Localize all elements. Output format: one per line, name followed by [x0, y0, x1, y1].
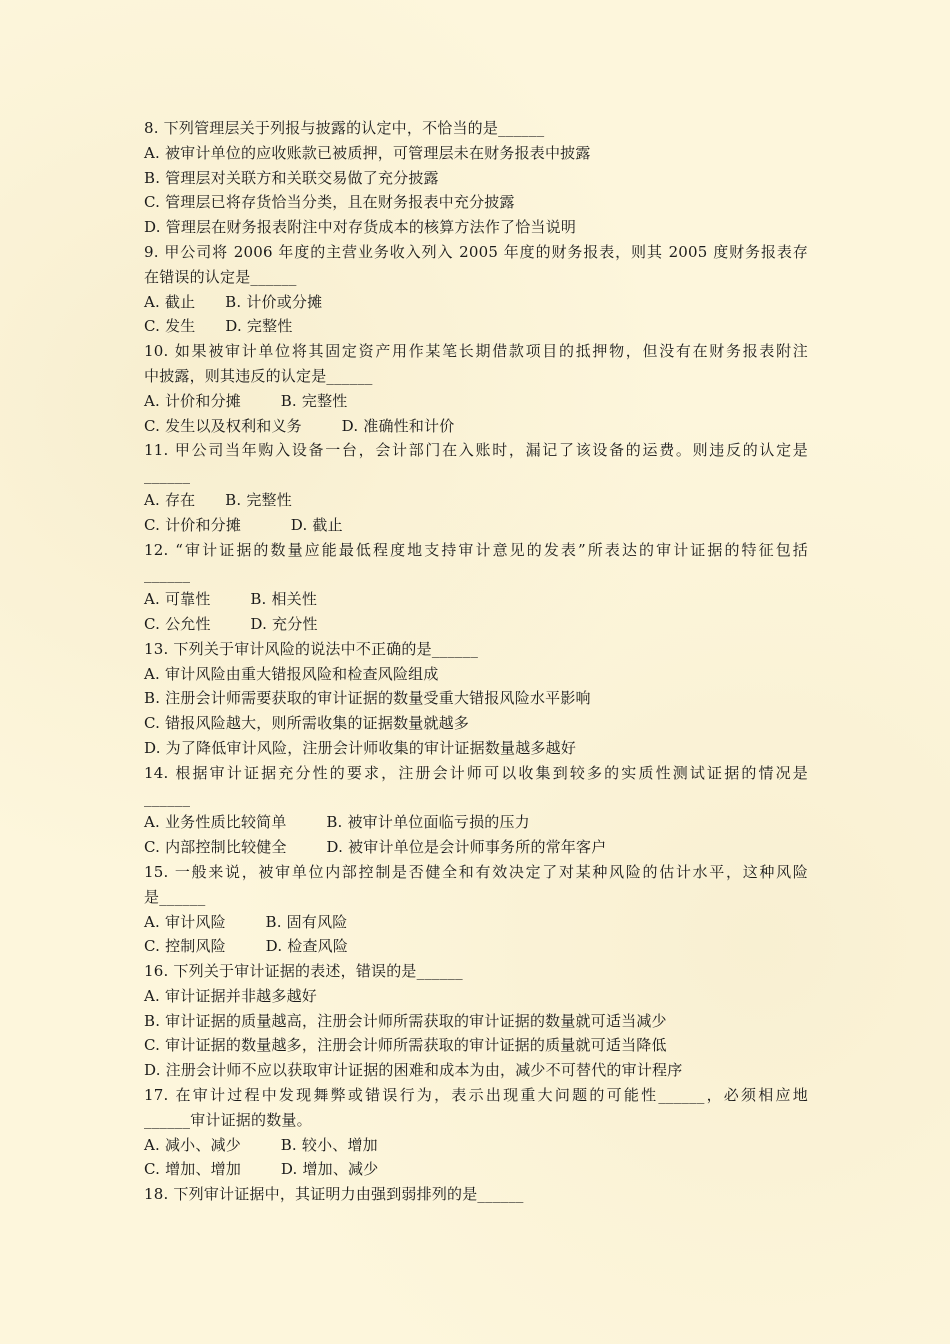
question-14-stem-line-2: ______ [144, 788, 191, 807]
question-8-option-a: A. 被审计单位的应收账款已被质押，可管理层未在财务报表中披露 [144, 143, 591, 162]
question-12-options-cd: C. 公允性 D. 充分性 [144, 614, 318, 633]
question-17-options-ab: A. 减小、减少 B. 较小、增加 [144, 1135, 378, 1154]
question-16-stem: 16. 下列关于审计证据的表述，错误的是______ [144, 962, 463, 981]
question-11-options-cd: C. 计价和分摊 D. 截止 [144, 515, 343, 534]
question-9-options-ab: A. 截止 B. 计价或分摊 [144, 292, 323, 311]
question-11-stem-line-2: ______ [144, 466, 191, 485]
question-10-options-cd: C. 发生以及权利和义务 D. 准确性和计价 [144, 416, 455, 435]
question-17-stem-line-2: ______审计证据的数量。 [144, 1110, 312, 1129]
question-12-stem-line-1: 12. “审计证据的数量应能最低程度地支持审计意见的发表”所表达的审计证据的特征包括 [144, 540, 808, 559]
question-14-stem-line-1: 14. 根据审计证据充分性的要求，注册会计师可以收集到较多的实质性测试证据的情况是 [144, 763, 808, 782]
document-page [144, 116, 808, 1207]
question-13-option-d: D. 为了降低审计风险，注册会计师收集的审计证据数量越多越好 [144, 738, 577, 757]
question-13-option-a: A. 审计风险由重大错报风险和检查风险组成 [144, 664, 439, 683]
question-17-stem-line-1: 17. 在审计过程中发现舞弊或错误行为，表示出现重大问题的可能性______，必须相应地 [144, 1086, 808, 1105]
question-15-options-ab: A. 审计风险 B. 固有风险 [144, 912, 348, 931]
question-8-option-b: B. 管理层对关联方和关联交易做了充分披露 [144, 168, 439, 187]
question-16-option-b: B. 审计证据的质量越高，注册会计师所需获取的审计证据的数量就可适当减少 [144, 1011, 667, 1030]
question-10-stem-line-2: 中披露，则其违反的认定是______ [144, 366, 373, 385]
question-14-options-ab: A. 业务性质比较简单 B. 被审计单位面临亏损的压力 [144, 813, 530, 832]
question-15-stem-line-2: 是______ [144, 887, 206, 906]
question-15-stem-line-1: 15. 一般来说，被审单位内部控制是否健全和有效决定了对某种风险的估计水平，这种风险 [144, 862, 808, 881]
question-10-stem-line-1: 10. 如果被审计单位将其固定资产用作某笔长期借款项目的抵押物，但没有在财务报表附注 [144, 342, 808, 361]
question-12-stem-line-2: ______ [144, 565, 191, 584]
question-9-stem-line-2: 在错误的认定是______ [144, 267, 297, 286]
question-17-options-cd: C. 增加、增加 D. 增加、减少 [144, 1160, 379, 1179]
question-16-option-a: A. 审计证据并非越多越好 [144, 986, 317, 1005]
question-11-options-ab: A. 存在 B. 完整性 [144, 490, 292, 509]
question-8-option-d: D. 管理层在财务报表附注中对存货成本的核算方法作了恰当说明 [144, 218, 577, 237]
question-16-option-d: D. 注册会计师不应以获取审计证据的困难和成本为由，减少不可替代的审计程序 [144, 1061, 683, 1080]
question-8-option-c: C. 管理层已将存货恰当分类，且在财务报表中充分披露 [144, 193, 515, 212]
question-14-options-cd: C. 内部控制比较健全 D. 被审计单位是会计师事务所的常年客户 [144, 838, 607, 857]
question-15-options-cd: C. 控制风险 D. 检查风险 [144, 937, 349, 956]
question-16-option-c: C. 审计证据的数量越多，注册会计师所需获取的审计证据的质量就可适当降低 [144, 1036, 667, 1055]
question-9-options-cd: C. 发生 D. 完整性 [144, 317, 293, 336]
question-9-stem-line-1: 9. 甲公司将 2006 年度的主营业务收入列入 2005 年度的财务报表，则其 2005 度财务报表存 [144, 242, 808, 261]
question-10-options-ab: A. 计价和分摊 B. 完整性 [144, 391, 348, 410]
question-8-stem: 8. 下列管理层关于列报与披露的认定中，不恰当的是______ [144, 119, 545, 137]
question-11-stem-line-1: 11. 甲公司当年购入设备一台，会计部门在入账时，漏记了该设备的运费。则违反的认定是 [144, 441, 808, 460]
question-18-stem: 18. 下列审计证据中，其证明力由强到弱排列的是______ [144, 1185, 524, 1204]
question-13-option-b: B. 注册会计师需要获取的审计证据的数量受重大错报风险水平影响 [144, 689, 591, 708]
question-12-options-ab: A. 可靠性 B. 相关性 [144, 590, 318, 609]
question-13-stem: 13. 下列关于审计风险的说法中不正确的是______ [144, 639, 479, 658]
question-13-option-c: C. 错报风险越大，则所需收集的证据数量就越多 [144, 714, 470, 733]
